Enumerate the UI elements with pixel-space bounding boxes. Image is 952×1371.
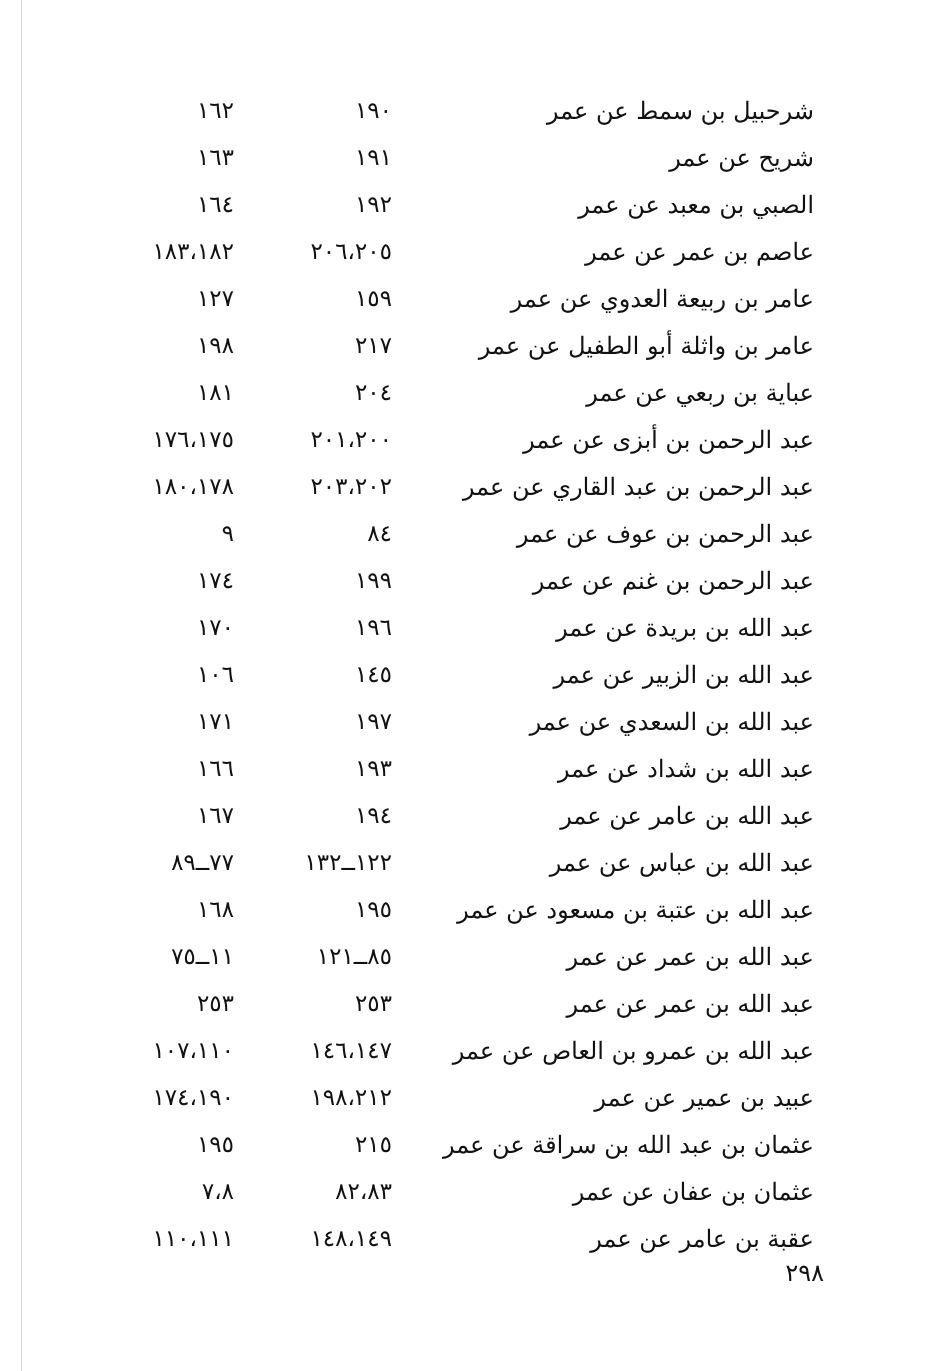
- narrator-name: عبد الله بن عمر عن عمر: [566, 943, 814, 971]
- narrator-name: عثمان بن عفان عن عمر: [572, 1178, 814, 1206]
- reference-number-primary: ٨٢،٨٣: [335, 1179, 392, 1205]
- index-row: [0, 887, 952, 934]
- page-number: ٢٩٨: [785, 1259, 824, 1287]
- narrator-name: عبد الله بن السعدي عن عمر: [529, 708, 814, 736]
- index-row: [0, 652, 952, 699]
- index-row: [0, 88, 952, 135]
- reference-number-secondary: ١٦٣: [196, 145, 234, 171]
- index-row: [0, 1075, 952, 1122]
- reference-number-primary: ١٩٣: [354, 756, 392, 782]
- narrator-name: عاصم بن عمر عن عمر: [585, 238, 814, 266]
- reference-number-secondary: ١٢٧: [196, 286, 234, 312]
- reference-number-secondary: ١١ــ٧٥: [171, 944, 234, 970]
- narrator-name: شريح عن عمر: [669, 144, 814, 172]
- reference-number-secondary: ٧،٨: [201, 1179, 234, 1205]
- reference-number-primary: ٢٠٤: [354, 380, 392, 406]
- narrator-name: عبد الرحمن بن غنم عن عمر: [532, 567, 814, 595]
- narrator-name: عبد الرحمن بن أبزى عن عمر: [523, 426, 814, 454]
- reference-number-secondary: ١٠٧،١١٠: [152, 1038, 234, 1064]
- narrator-name: عامر بن واثلة أبو الطفيل عن عمر: [478, 332, 814, 360]
- reference-number-secondary: ١٦٢: [196, 98, 234, 124]
- narrator-name: عقبة بن عامر عن عمر: [590, 1225, 814, 1253]
- narrator-name: عبد الله بن الزبير عن عمر: [553, 661, 814, 689]
- index-row: [0, 746, 952, 793]
- index-row: [0, 1028, 952, 1075]
- index-row: [0, 276, 952, 323]
- reference-number-primary: ١٩٠: [354, 98, 392, 124]
- reference-number-secondary: ١٨٠،١٧٨: [152, 474, 234, 500]
- index-row: [0, 605, 952, 652]
- narrator-name: عبد الله بن عامر عن عمر: [560, 802, 814, 830]
- narrator-name: عبد الرحمن بن عوف عن عمر: [516, 520, 814, 548]
- narrator-name: عبيد بن عمير عن عمر: [594, 1084, 814, 1112]
- narrator-name: عبد الله بن بريدة عن عمر: [556, 614, 814, 642]
- index-row: [0, 135, 952, 182]
- reference-number-secondary: ١٠٦: [196, 662, 234, 688]
- reference-number-primary: ١٤٥: [354, 662, 392, 688]
- narrator-name: عباية بن ربعي عن عمر: [586, 379, 814, 407]
- index-row: [0, 182, 952, 229]
- narrator-name: عبد الله بن شداد عن عمر: [557, 755, 814, 783]
- index-row: [0, 558, 952, 605]
- reference-number-secondary: ٢٥٣: [196, 991, 234, 1017]
- reference-number-primary: ٢٠٦،٢٠٥: [310, 239, 392, 265]
- reference-number-primary: ٨٤: [367, 521, 392, 547]
- reference-number-secondary: ٩: [221, 521, 234, 547]
- reference-number-primary: ١٥٩: [354, 286, 392, 312]
- reference-number-secondary: ١٨٣،١٨٢: [152, 239, 234, 265]
- reference-number-primary: ٢٠٣،٢٠٢: [310, 474, 392, 500]
- narrator-name: عبد الله بن عباس عن عمر: [549, 849, 814, 877]
- reference-number-primary: ١٩٢: [354, 192, 392, 218]
- reference-number-secondary: ١٦٨: [196, 897, 234, 923]
- reference-number-primary: ١٤٦،١٤٧: [310, 1038, 392, 1064]
- index-row: [0, 417, 952, 464]
- index-row: [0, 229, 952, 276]
- reference-number-primary: ٢٥٣: [354, 991, 392, 1017]
- reference-number-primary: ١٩٩: [354, 568, 392, 594]
- narrator-name: شرحبيل بن سمط عن عمر: [546, 97, 814, 125]
- reference-number-secondary: ١٩٥: [196, 1132, 234, 1158]
- index-table: [0, 88, 952, 1263]
- reference-number-primary: ٢٠١،٢٠٠: [310, 427, 392, 453]
- reference-number-primary: ١٩٧: [354, 709, 392, 735]
- reference-number-primary: ١٩٥: [354, 897, 392, 923]
- reference-number-secondary: ١٦٧: [196, 803, 234, 829]
- reference-number-secondary: ٧٧ــ٨٩: [171, 850, 234, 876]
- index-row: [0, 793, 952, 840]
- index-row: [0, 840, 952, 887]
- reference-number-primary: ١٤٨،١٤٩: [310, 1226, 392, 1252]
- reference-number-secondary: ١٧٠: [196, 615, 234, 641]
- reference-number-primary: ١٩٤: [354, 803, 392, 829]
- reference-number-primary: ١٩٦: [354, 615, 392, 641]
- index-row: [0, 699, 952, 746]
- reference-number-primary: ٢١٥: [354, 1132, 392, 1158]
- narrator-name: الصبي بن معبد عن عمر: [578, 191, 814, 219]
- reference-number-primary: ٢١٧: [354, 333, 392, 359]
- reference-number-secondary: ١٧٦،١٧٥: [152, 427, 234, 453]
- reference-number-secondary: ١٧٤،١٩٠: [152, 1085, 234, 1111]
- index-row: [0, 1169, 952, 1216]
- index-row: [0, 1216, 952, 1263]
- narrator-name: عثمان بن عبد الله بن سراقة عن عمر: [442, 1131, 814, 1159]
- reference-number-primary: ٨٥ــ١٢١: [316, 944, 392, 970]
- index-row: [0, 1122, 952, 1169]
- index-row: [0, 464, 952, 511]
- reference-number-secondary: ١٦٦: [196, 756, 234, 782]
- index-row: [0, 981, 952, 1028]
- narrator-name: عبد الله بن عمرو بن العاص عن عمر: [452, 1037, 814, 1065]
- reference-number-secondary: ١١٠،١١١: [152, 1226, 234, 1252]
- reference-number-secondary: ١٧١: [196, 709, 234, 735]
- narrator-name: عبد الله بن عتبة بن مسعود عن عمر: [457, 896, 814, 924]
- index-row: [0, 511, 952, 558]
- reference-number-primary: ١٩١: [354, 145, 392, 171]
- narrator-name: عامر بن ربيعة العدوي عن عمر: [510, 285, 814, 313]
- index-row: [0, 934, 952, 981]
- reference-number-secondary: ١٧٤: [196, 568, 234, 594]
- index-row: [0, 370, 952, 417]
- index-row: [0, 323, 952, 370]
- reference-number-primary: ١٩٨،٢١٢: [310, 1085, 392, 1111]
- reference-number-secondary: ١٦٤: [196, 192, 234, 218]
- reference-number-secondary: ١٩٨: [196, 333, 234, 359]
- narrator-name: عبد الرحمن بن عبد القاري عن عمر: [462, 473, 814, 501]
- reference-number-primary: ١٢٢ــ١٣٢: [304, 850, 392, 876]
- narrator-name: عبد الله بن عمر عن عمر: [566, 990, 814, 1018]
- reference-number-secondary: ١٨١: [196, 380, 234, 406]
